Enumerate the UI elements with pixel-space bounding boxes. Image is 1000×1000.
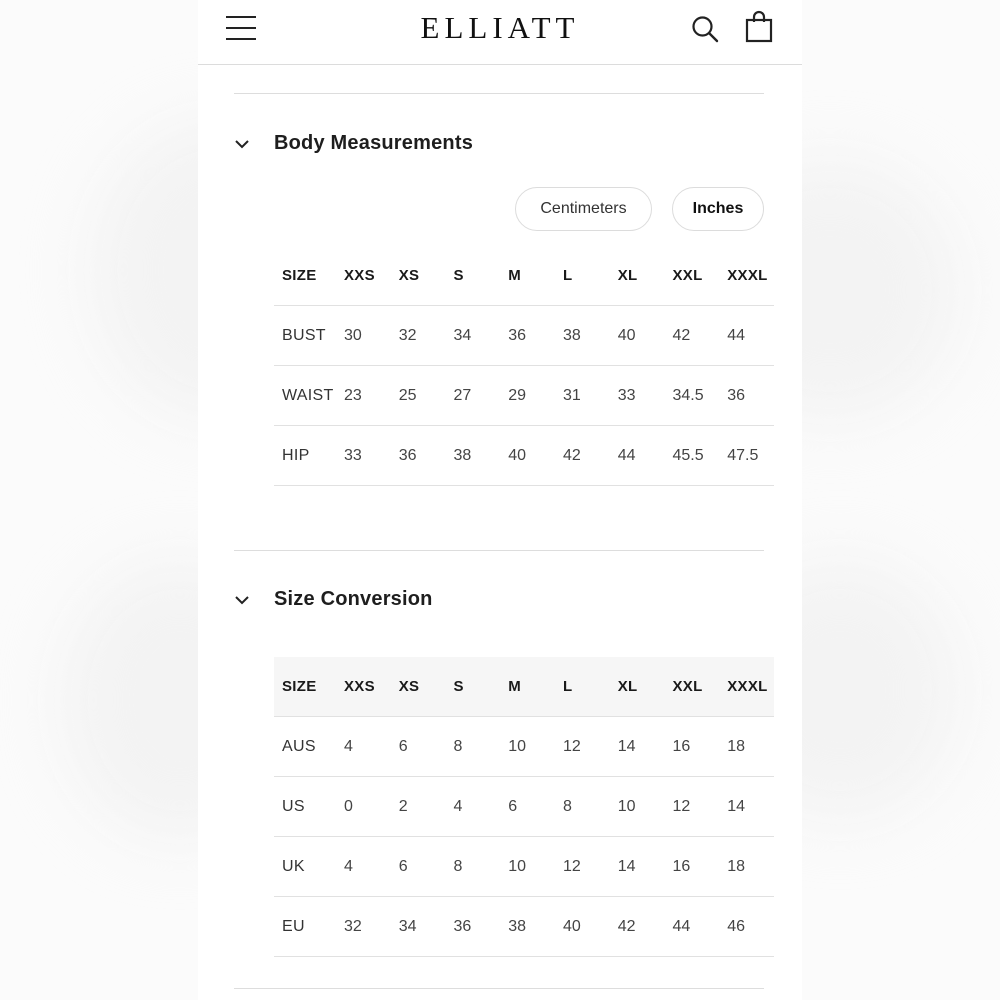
table-cell: 29 (500, 366, 555, 426)
table-row (274, 306, 774, 366)
table-cell: 16 (665, 717, 720, 777)
column-header: XXXL (719, 657, 774, 717)
table-cell: 42 (555, 426, 610, 486)
table-cell: 4 (336, 717, 391, 777)
table-cell: 18 (719, 837, 774, 897)
column-header: XXL (665, 657, 720, 717)
table-row (274, 426, 774, 486)
body-measurements-table (274, 246, 774, 486)
table-cell: 34 (446, 306, 501, 366)
table-cell: 36 (446, 897, 501, 957)
table-cell: 0 (336, 777, 391, 837)
table-cell: 33 (610, 366, 665, 426)
centimeters-button[interactable]: Centimeters (515, 187, 652, 231)
table-cell: 27 (446, 366, 501, 426)
row-label: AUS (274, 717, 336, 777)
table-cell: 40 (610, 306, 665, 366)
table-row (274, 777, 774, 837)
column-header: S (446, 657, 501, 717)
table-cell: 4 (446, 777, 501, 837)
table-cell: 10 (610, 777, 665, 837)
chevron-down-icon (234, 136, 250, 152)
column-header: XL (610, 657, 665, 717)
table-cell: 44 (665, 897, 720, 957)
divider (234, 988, 764, 989)
search-icon[interactable] (690, 14, 720, 44)
table-cell: 14 (610, 837, 665, 897)
table-cell: 32 (391, 306, 446, 366)
table-cell: 10 (500, 717, 555, 777)
site-header (198, 0, 802, 65)
table-cell: 8 (446, 717, 501, 777)
size-conversion-table (274, 657, 774, 957)
table-cell: 36 (500, 306, 555, 366)
table-row (274, 897, 774, 957)
table-header-row (274, 657, 774, 717)
table-cell: 8 (555, 777, 610, 837)
table-cell: 12 (555, 837, 610, 897)
table-cell: 47.5 (719, 426, 774, 486)
table-cell: 12 (555, 717, 610, 777)
size-conversion-title: Size Conversion (274, 588, 433, 610)
column-header: XS (391, 657, 446, 717)
row-label: WAIST (274, 366, 336, 426)
size-conversion-toggle[interactable] (228, 584, 628, 618)
table-row (274, 366, 774, 426)
column-header: XS (391, 246, 446, 306)
table-cell: 34.5 (665, 366, 720, 426)
table-cell: 6 (391, 717, 446, 777)
table-cell: 33 (336, 426, 391, 486)
table-cell: 12 (665, 777, 720, 837)
column-header: SIZE (274, 246, 336, 306)
row-label: EU (274, 897, 336, 957)
table-cell: 10 (500, 837, 555, 897)
mobile-page (198, 0, 802, 1000)
table-cell: 38 (500, 897, 555, 957)
table-cell: 42 (665, 306, 720, 366)
table-cell: 30 (336, 306, 391, 366)
table-row (274, 717, 774, 777)
inches-button[interactable]: Inches (672, 187, 764, 231)
table-row (274, 837, 774, 897)
divider (234, 93, 764, 94)
table-cell: 36 (719, 366, 774, 426)
table-cell: 23 (336, 366, 391, 426)
column-header: XXXL (719, 246, 774, 306)
table-cell: 44 (719, 306, 774, 366)
table-cell: 16 (665, 837, 720, 897)
table-cell: 32 (336, 897, 391, 957)
menu-icon[interactable] (224, 14, 258, 42)
table-cell: 40 (500, 426, 555, 486)
table-cell: 31 (555, 366, 610, 426)
table-cell: 8 (446, 837, 501, 897)
table-cell: 46 (719, 897, 774, 957)
column-header: M (500, 657, 555, 717)
table-cell: 45.5 (665, 426, 720, 486)
column-header: L (555, 657, 610, 717)
table-cell: 2 (391, 777, 446, 837)
row-label: BUST (274, 306, 336, 366)
row-label: UK (274, 837, 336, 897)
table-cell: 6 (391, 837, 446, 897)
table-cell: 25 (391, 366, 446, 426)
column-header: XXS (336, 246, 391, 306)
column-header: XL (610, 246, 665, 306)
table-cell: 38 (446, 426, 501, 486)
table-cell: 42 (610, 897, 665, 957)
table-cell: 4 (336, 837, 391, 897)
table-cell: 34 (391, 897, 446, 957)
table-cell: 14 (610, 717, 665, 777)
body-measurements-title: Body Measurements (274, 132, 474, 154)
column-header: SIZE (274, 657, 336, 717)
column-header: S (446, 246, 501, 306)
body-measurements-toggle[interactable] (228, 128, 628, 162)
column-header: XXL (665, 246, 720, 306)
table-cell: 6 (500, 777, 555, 837)
table-cell: 44 (610, 426, 665, 486)
row-label: US (274, 777, 336, 837)
table-cell: 38 (555, 306, 610, 366)
chevron-down-icon (234, 592, 250, 608)
table-cell: 40 (555, 897, 610, 957)
divider (234, 550, 764, 551)
column-header: XXS (336, 657, 391, 717)
table-cell: 18 (719, 717, 774, 777)
column-header: M (500, 246, 555, 306)
column-header: L (555, 246, 610, 306)
brand-logo: ELLIATT (420, 10, 580, 45)
shopping-bag-icon[interactable] (744, 10, 774, 44)
table-cell: 14 (719, 777, 774, 837)
row-label: HIP (274, 426, 336, 486)
table-cell: 36 (391, 426, 446, 486)
table-header-row (274, 246, 774, 306)
